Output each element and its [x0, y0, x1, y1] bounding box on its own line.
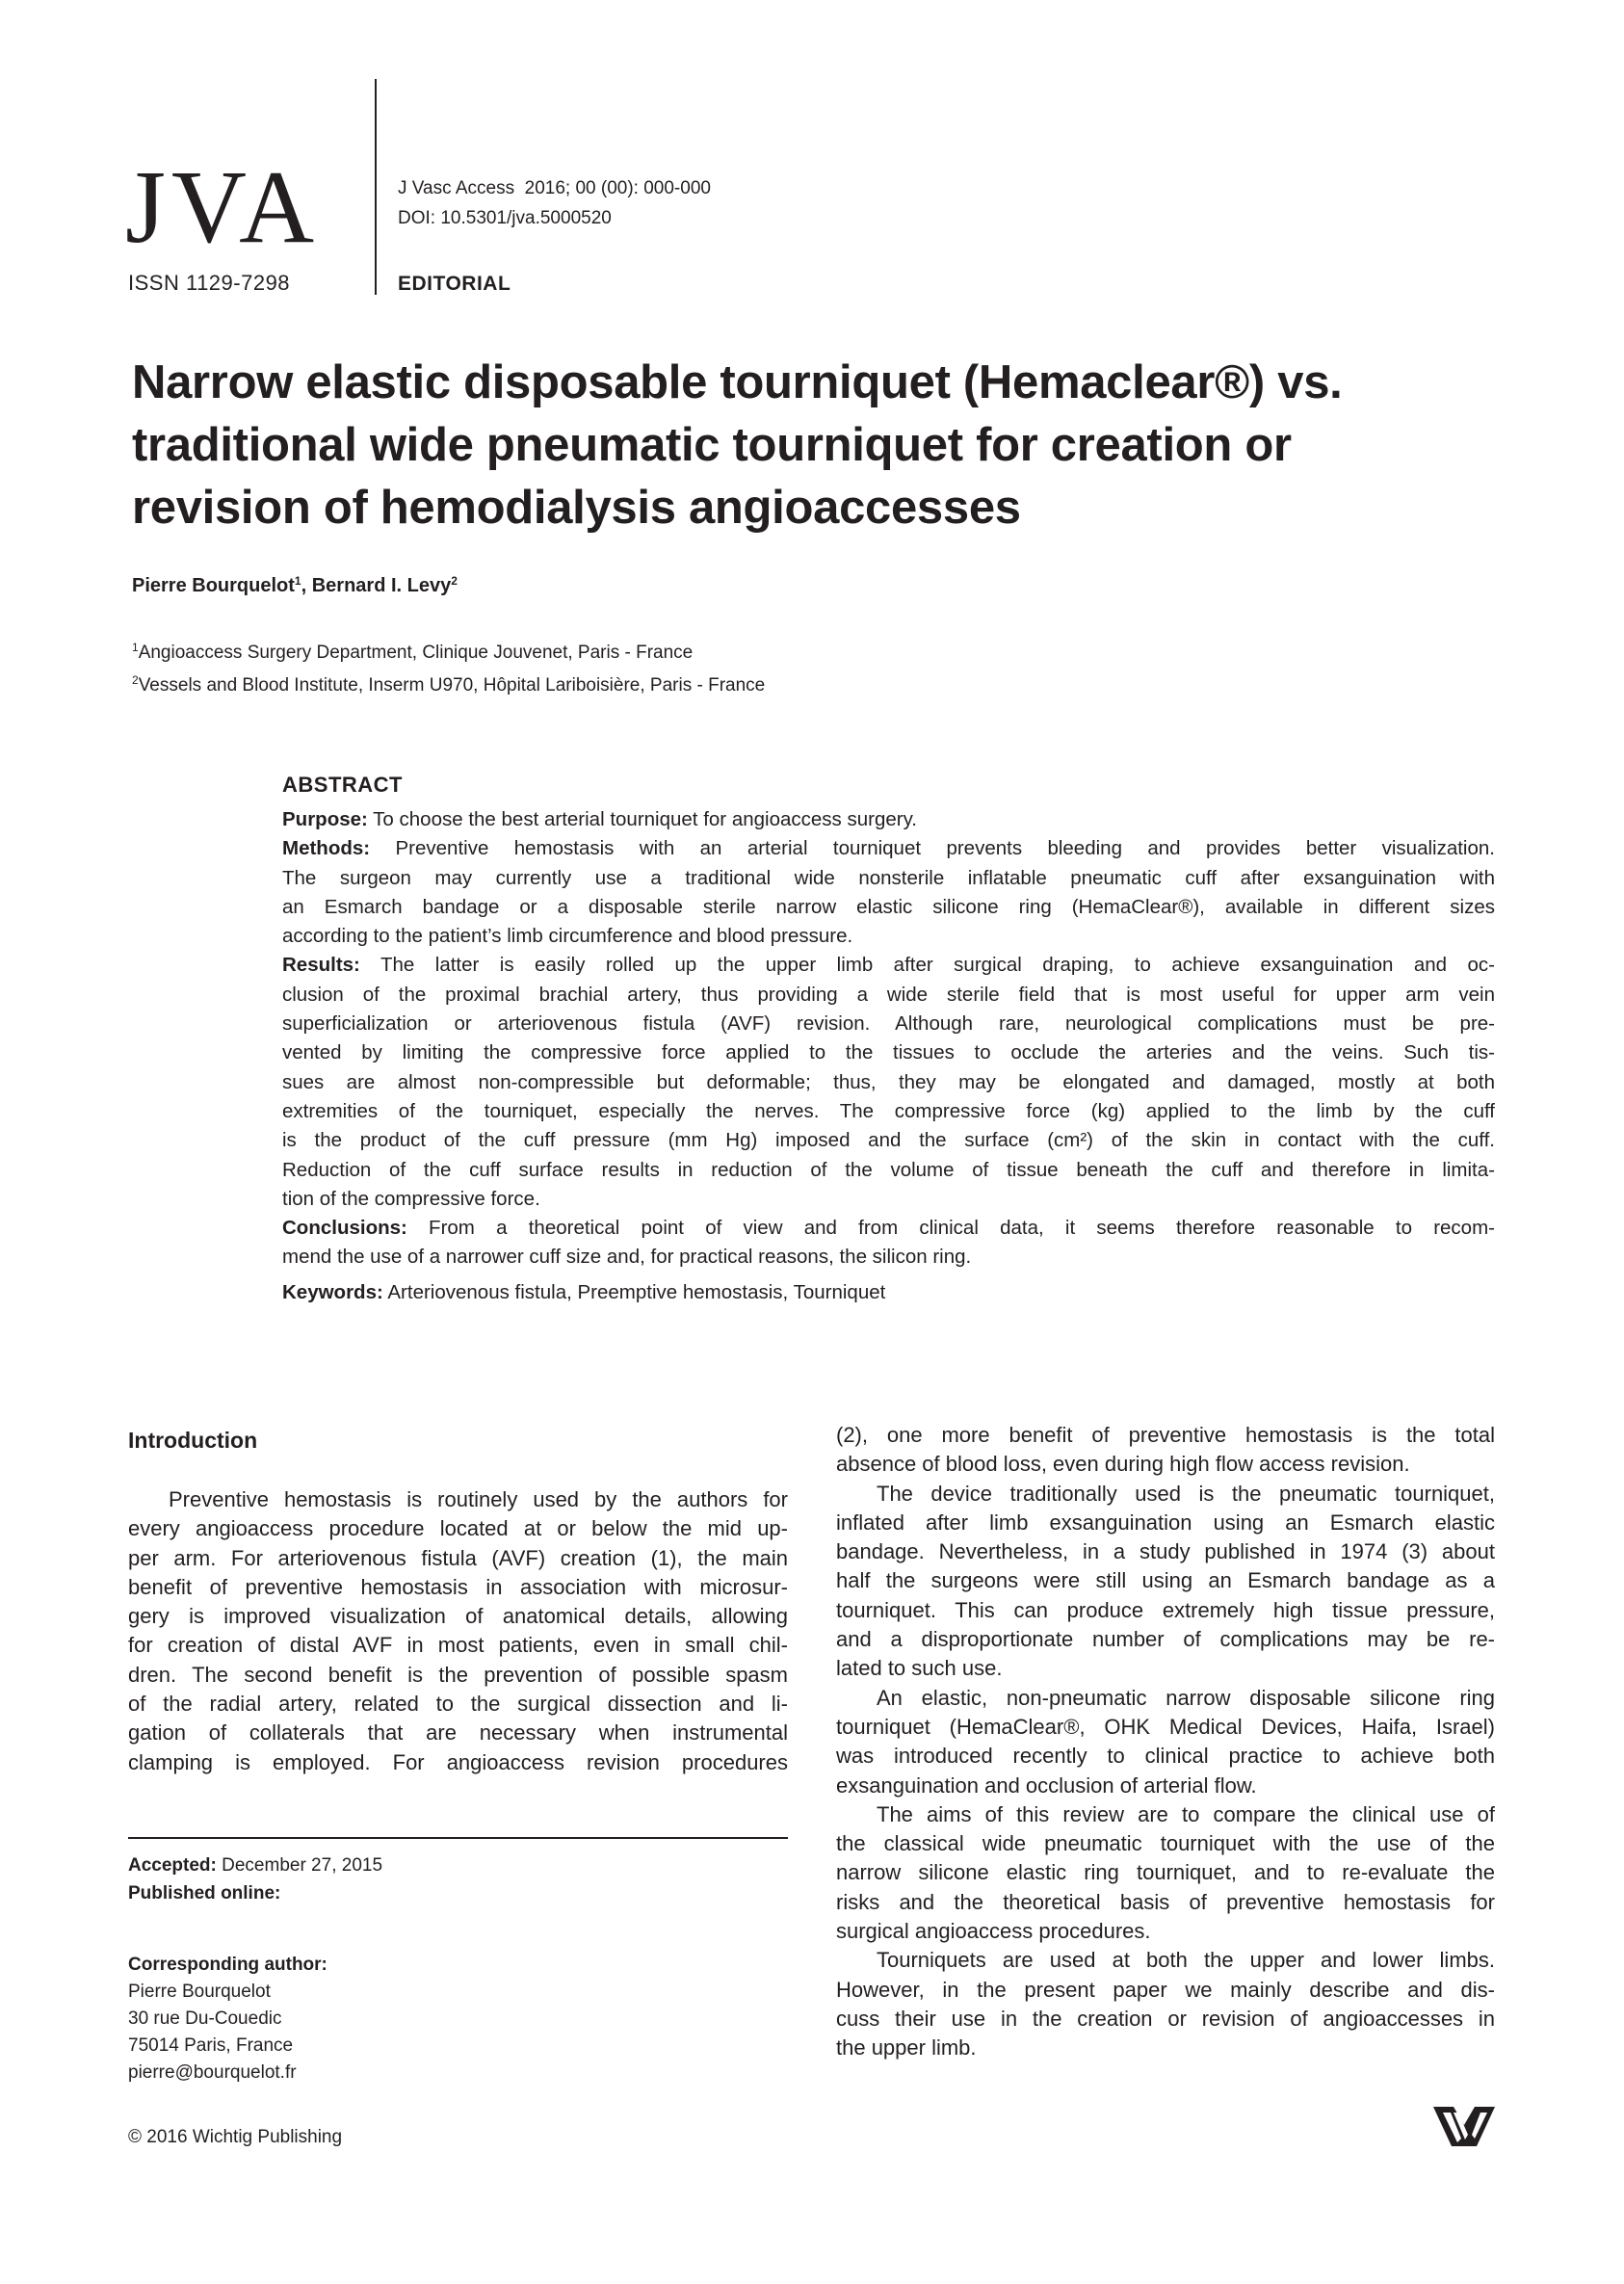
abstract-text: extremities of the tourniquet, especially the nerves. The compressive force (kg) applied to the limb by the cuff	[282, 1099, 1495, 1122]
abstract-text: To choose the best arterial tourniquet for angioaccess surgery.	[367, 808, 918, 830]
body-line: dren. The second benefit is the prevention of possible spasm	[128, 1662, 788, 1687]
body-line: benefit of preventive hemostasis in association with microsur-	[128, 1574, 788, 1599]
title-line: traditional wide pneumatic tourniquet for creation or	[132, 419, 1292, 471]
body-line: narrow silicone elastic ring tourniquet, and to re-evaluate the	[836, 1860, 1495, 1885]
body-line: tourniquet. This can produce extremely high tissue pressure,	[836, 1597, 1495, 1622]
body-line: Preventive hemostasis is routinely used by the authors for	[169, 1487, 788, 1511]
affiliation-number: 1	[132, 641, 139, 654]
author-affiliation-ref: 1	[294, 574, 301, 588]
body-line: surgical angioaccess procedures.	[836, 1919, 1151, 1944]
keywords-text: Arteriovenous fistula, Preemptive hemostasis, Tourniquet	[382, 1280, 886, 1303]
corresponding-label: Corresponding author:	[128, 1955, 327, 1975]
body-line: Tourniquets are used at both the upper and lower limbs.	[877, 1948, 1495, 1973]
body-line: (2), one more benefit of preventive hemostasis is the total	[836, 1423, 1495, 1447]
abstract-text: tion of the compressive force.	[282, 1187, 540, 1210]
abstract-text: is the product of the cuff pressure (mm Hg) imposed and the surface (cm²) of the skin in contact with the cuff.	[282, 1129, 1495, 1152]
title-line: Narrow elastic disposable tourniquet (Hemaclear®) vs.	[132, 356, 1343, 408]
abstract-methods	[282, 834, 1495, 863]
abstract-text: The latter is easily rolled up the upper limb after surgical draping, to achieve exsanguination and oc-	[359, 954, 1495, 977]
abstract-text: Reduction of the cuff surface results in reduction of the volume of tissue beneath the cuff and therefore in limita-	[282, 1158, 1495, 1181]
results-label: Results:	[282, 954, 360, 977]
body-line: cuss their use in the creation or revision of angioaccesses in	[836, 2006, 1495, 2031]
body-line: and a disproportionate number of complications may be re-	[836, 1627, 1495, 1652]
affiliation-number: 2	[132, 673, 139, 687]
author-affiliation-ref: 2	[451, 574, 458, 588]
body-line: for creation of distal AVF in most patients, even in small chil-	[128, 1633, 788, 1658]
corresponding-address-line: 75014 Paris, France	[128, 2035, 294, 2056]
affiliation-item	[132, 634, 765, 667]
copyright: © 2016 Wichtig Publishing	[128, 2127, 343, 2147]
abstract-text: sues are almost non-compressible but deformable; thus, they may be elongated and damaged, mostly at both	[282, 1070, 1495, 1093]
methods-label: Methods:	[282, 837, 371, 860]
body-line: tourniquet (HemaClear®, OHK Medical Devices, Haifa, Israel)	[836, 1714, 1495, 1739]
introduction-right-column	[836, 1421, 1495, 2063]
body-line: the upper limb.	[836, 2035, 977, 2061]
body-line: was introduced recently to clinical practice to achieve both	[836, 1744, 1495, 1769]
abstract-text: superficialization or arteriovenous fistula (AVF) revision. Although rare, neurological complications must be pre-	[282, 1012, 1495, 1036]
body-line: However, in the present paper we mainly describe and dis-	[836, 1977, 1495, 2002]
corresponding-email[interactable]: pierre@bourquelot.fr	[128, 2062, 297, 2083]
introduction-heading: Introduction	[128, 1428, 258, 1453]
author-list	[132, 574, 458, 597]
article-type: EDITORIAL	[398, 273, 511, 295]
corresponding-author	[128, 1952, 327, 2087]
footnote-divider	[128, 1837, 788, 1839]
conclusions-label: Conclusions:	[282, 1217, 407, 1240]
body-line: The aims of this review are to compare the clinical use of	[877, 1801, 1495, 1826]
body-line: half the surgeons were still using an Esmarch bandage as a	[836, 1568, 1495, 1593]
title-line: revision of hemodialysis angioaccesses	[132, 482, 1021, 534]
abstract	[282, 771, 1495, 1307]
body-line: lated to such use.	[836, 1656, 1003, 1681]
body-line: An elastic, non-pneumatic narrow disposable silicone ring	[877, 1685, 1495, 1710]
abstract-text: according to the patient’s limb circumference and blood pressure.	[282, 925, 853, 948]
body-line: gery is improved visualization of anatomical details, allowing	[128, 1604, 788, 1629]
keywords-label: Keywords:	[282, 1280, 383, 1303]
abstract-text: mend the use of a narrower cuff size and, for practical reasons, the silicon ring.	[282, 1246, 972, 1269]
affiliation-text: Angioaccess Surgery Department, Clinique Jouvenet, Paris - France	[138, 643, 694, 663]
published-online	[128, 1879, 382, 1907]
doi[interactable]: DOI: 10.5301/jva.5000520	[398, 208, 612, 228]
journal-logo: JVA	[125, 150, 321, 265]
body-line: of the radial artery, related to the surgical dissection and li-	[128, 1692, 788, 1717]
body-line: the classical wide pneumatic tourniquet with the use of the	[836, 1831, 1495, 1856]
journal-citation: J Vasc Access 2016; 00 (00): 000-000	[398, 178, 711, 198]
corresponding-name: Pierre Bourquelot	[128, 1982, 271, 2002]
article-dates	[128, 1851, 382, 1907]
body-line: inflated after limb exsanguination using an Esmarch elastic	[836, 1510, 1495, 1535]
body-line: every angioaccess procedure located at or below the mid up-	[128, 1516, 788, 1541]
abstract-text: From a theoretical point of view and from clinical data, it seems therefore reasonable to recom-	[406, 1217, 1495, 1240]
author-separator: ,	[301, 575, 312, 596]
purpose-label: Purpose:	[282, 808, 368, 830]
abstract-purpose	[282, 805, 1495, 834]
abstract-keywords	[282, 1278, 1495, 1307]
body-line: absence of blood loss, even during high flow access revision.	[836, 1452, 1410, 1477]
author-name: Pierre Bourquelot	[132, 575, 295, 596]
abstract-text: clusion of the proximal brachial artery, thus providing a wide sterile field that is most useful for upper arm vein	[282, 983, 1495, 1006]
affiliations	[132, 634, 765, 699]
publisher-logo-icon	[1432, 2106, 1496, 2147]
citation-block	[398, 173, 711, 233]
article-title	[132, 352, 1500, 539]
accepted-date	[128, 1851, 382, 1879]
published-label: Published online:	[128, 1883, 281, 1903]
affiliation-text: Vessels and Blood Institute, Inserm U970, Hôpital Lariboisière, Paris - France	[138, 675, 766, 696]
accepted-value: December 27, 2015	[216, 1855, 383, 1876]
abstract-text: The surgeon may currently use a traditional wide nonsterile inflatable pneumatic cuff after exsanguination with	[282, 866, 1495, 889]
abstract-text: vented by limiting the compressive force applied to the tissues to occlude the arteries and the veins. Such tis-	[282, 1041, 1495, 1064]
body-line: clamping is employed. For angioaccess revision procedures	[128, 1749, 788, 1774]
accepted-label: Accepted:	[128, 1855, 217, 1876]
abstract-text: an Esmarch bandage or a disposable sterile narrow elastic silicone ring (HemaClear®), available in different sizes	[282, 895, 1495, 918]
body-line: risks and the theoretical basis of preventive hemostasis for	[836, 1889, 1495, 1914]
body-line: gation of collaterals that are necessary when instrumental	[128, 1720, 788, 1746]
abstract-results	[282, 951, 1495, 980]
introduction-left-column	[128, 1426, 788, 1777]
header-divider	[375, 79, 377, 295]
body-line: The device traditionally used is the pneumatic tourniquet,	[877, 1481, 1495, 1506]
issn: ISSN 1129-7298	[128, 271, 291, 295]
body-line: bandage. Nevertheless, in a study published in 1974 (3) about	[836, 1539, 1495, 1564]
body-line: per arm. For arteriovenous fistula (AVF) creation (1), the main	[128, 1545, 788, 1570]
abstract-conclusions	[282, 1214, 1495, 1243]
author-name: Bernard I. Levy	[311, 575, 452, 596]
affiliation-item	[132, 667, 765, 699]
abstract-text: Preventive hemostasis with an arterial tourniquet prevents bleeding and provides better visualization.	[370, 837, 1495, 860]
body-line: exsanguination and occlusion of arterial flow.	[836, 1772, 1257, 1798]
corresponding-address-line: 30 rue Du-Couedic	[128, 2008, 282, 2029]
abstract-heading: ABSTRACT	[282, 773, 403, 797]
